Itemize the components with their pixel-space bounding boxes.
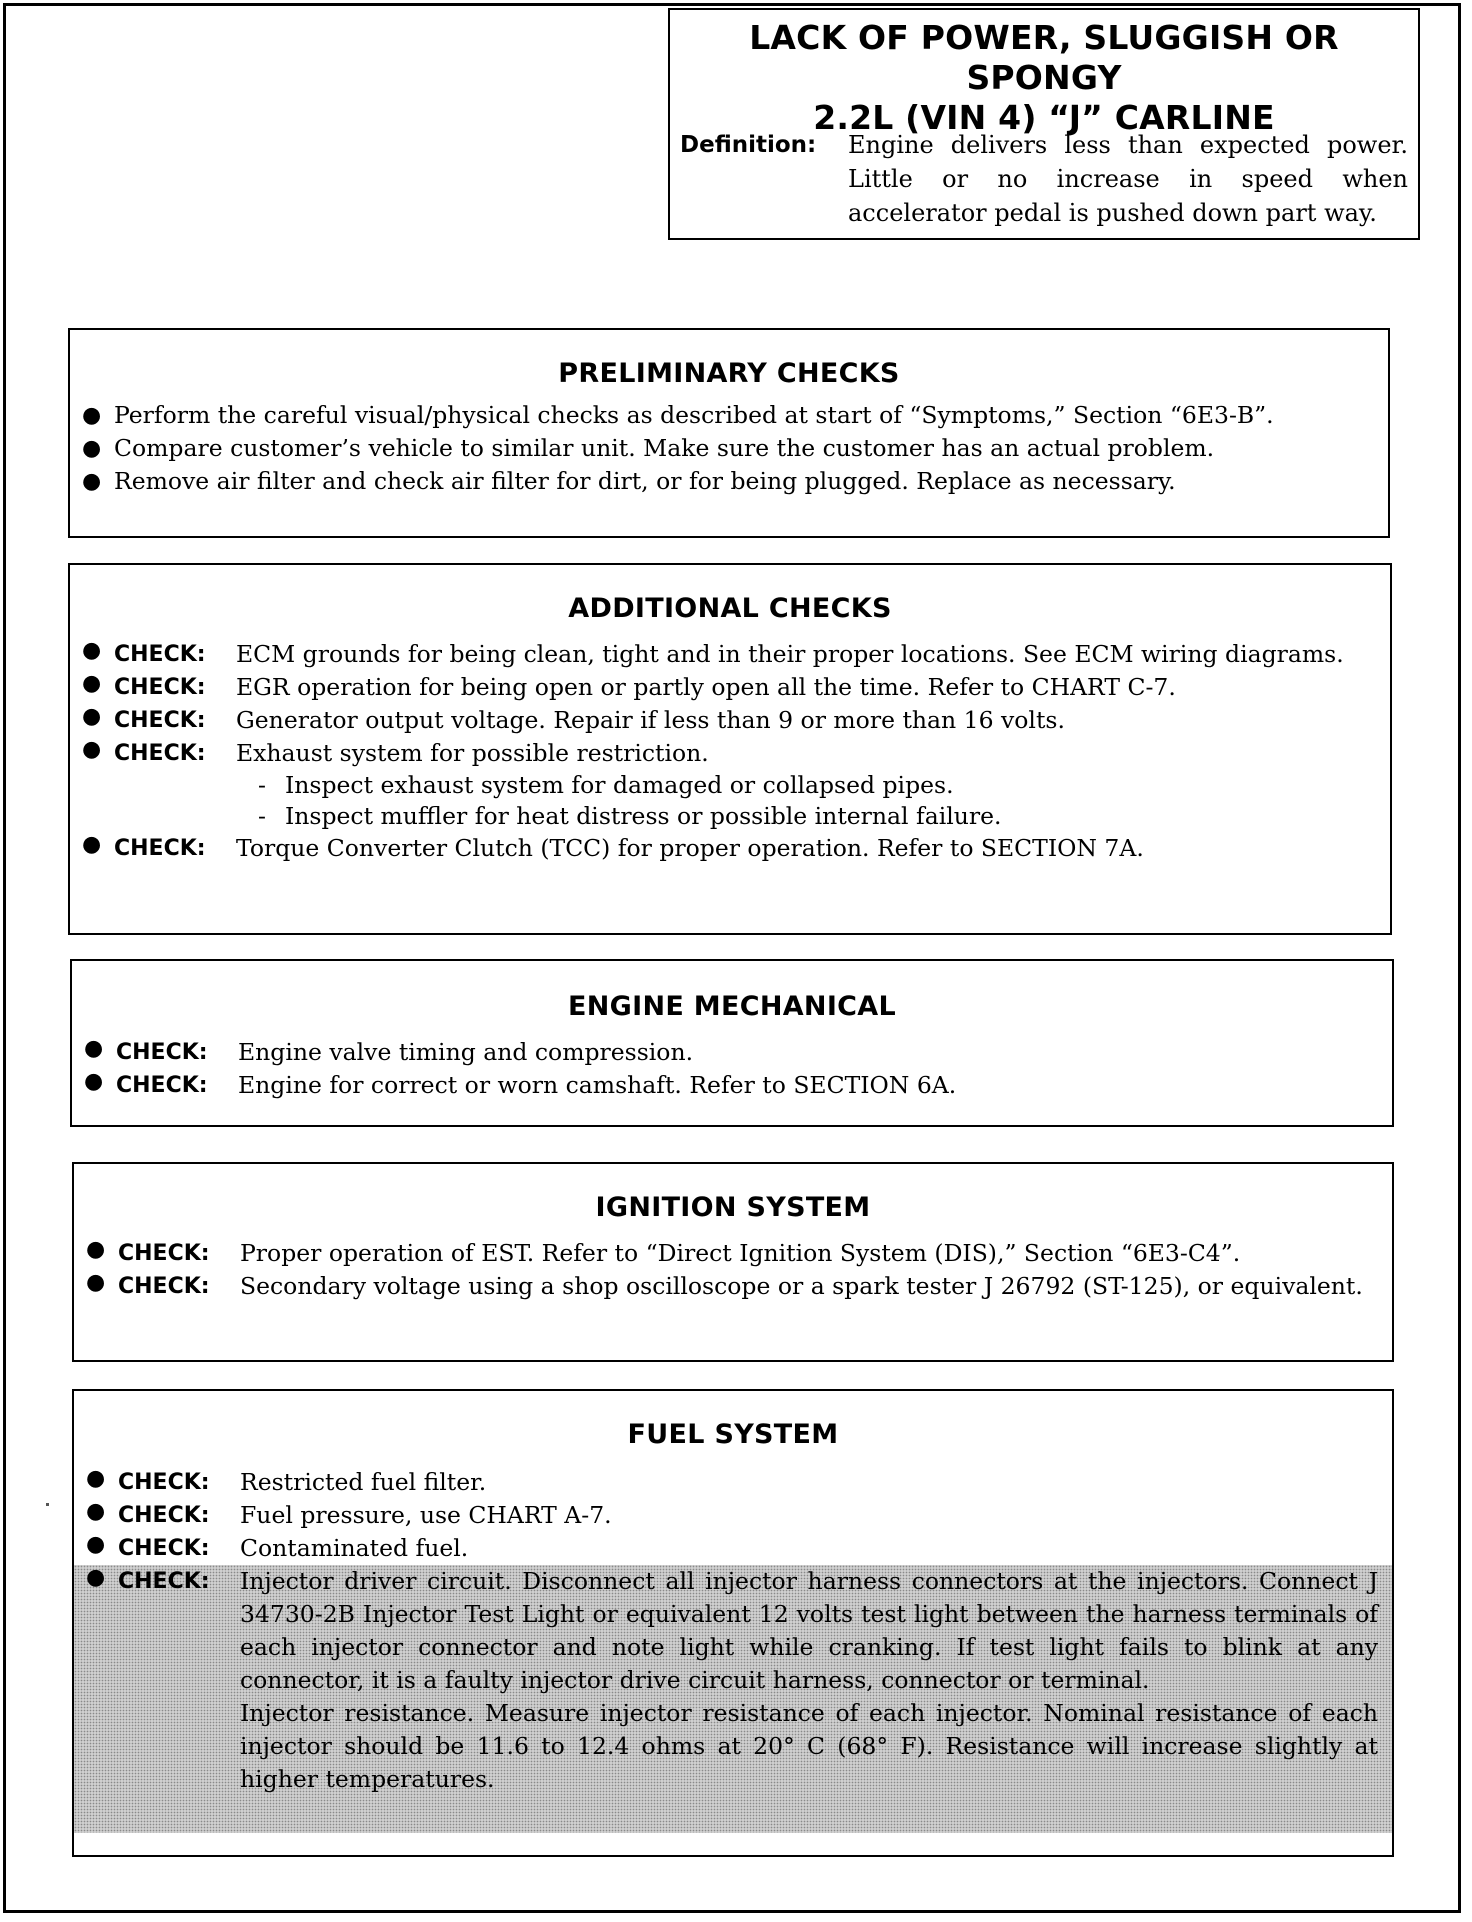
bullet-icon: ●: [84, 1036, 104, 1061]
section-heading: ENGINE MECHANICAL: [568, 991, 896, 1022]
title-box: [668, 8, 1420, 240]
check-text: Proper operation of EST. Refer to “Direct Ignition System (DIS),” Section “6E3-C4”.: [240, 1239, 1241, 1267]
check-item: [70, 671, 1376, 704]
list-item: ● Compare customer’s vehicle to similar unit. Make sure the customer has an actual problem.: [70, 432, 1388, 465]
check-item: [74, 1237, 1378, 1270]
list-item: ● Perform the careful visual/physical checks as described at start of “Symptoms,” Section “6E3-B”.: [70, 399, 1388, 432]
bullet-icon: ●: [82, 403, 102, 428]
bullet-icon: ●: [82, 832, 102, 857]
dash-icon: -: [258, 771, 266, 799]
bullet-icon: ●: [86, 1237, 106, 1262]
check-text: Engine for correct or worn camshaft. Refer to SECTION 6A.: [238, 1071, 957, 1099]
check-item: [72, 1036, 1378, 1069]
bullet-icon: ●: [82, 436, 102, 461]
check-label: CHECK:: [118, 1274, 210, 1299]
page-subtitle: 2.2L (VIN 4) “J” CARLINE: [813, 98, 1275, 137]
check-label: CHECK:: [116, 1040, 208, 1065]
check-text: EGR operation for being open or partly open all the time. Refer to CHART C-7.: [236, 673, 1176, 701]
check-text: Exhaust system for possible restriction.: [236, 739, 709, 767]
check-label: CHECK:: [118, 1536, 210, 1561]
check-label: CHECK:: [118, 1470, 210, 1495]
shaded-injector-block: [74, 1565, 1392, 1833]
list-item: ● Remove air filter and check air filter for dirt, or for being plugged. Replace as necessary.: [70, 465, 1388, 498]
section-heading: PRELIMINARY CHECKS: [558, 358, 900, 389]
check-text: Fuel pressure, use CHART A-7.: [240, 1501, 612, 1529]
bullet-icon: ●: [82, 638, 102, 663]
check-text: Injector driver circuit. Disconnect all injector harness connectors at the injectors. Connect J 34730-2B Injector Test Light or equivalent 12 volts test light between the harness terminals of each injector connector and note light while cranking. If test light fails to blink at any connector, it is a faulty injector drive circuit harness, connector or terminal.: [240, 1567, 1378, 1694]
section-heading: IGNITION SYSTEM: [595, 1192, 871, 1223]
check-label: CHECK:: [114, 708, 206, 733]
check-label: CHECK:: [118, 1503, 210, 1528]
check-label: CHECK:: [116, 1073, 208, 1098]
check-item: [74, 1270, 1378, 1303]
check-label: CHECK:: [114, 642, 206, 667]
check-label: CHECK:: [118, 1569, 210, 1594]
bullet-icon: ●: [82, 737, 102, 762]
preliminary-checks-section: [68, 328, 1390, 538]
ignition-system-section: [72, 1162, 1394, 1362]
bullet-icon: ●: [86, 1532, 106, 1557]
check-label: CHECK:: [114, 741, 206, 766]
dash-icon: -: [258, 802, 266, 830]
check-item: [74, 1697, 1378, 1796]
check-item: [74, 1532, 1392, 1565]
section-heading: ADDITIONAL CHECKS: [568, 593, 892, 624]
engine-mechanical-section: [70, 959, 1394, 1127]
check-item: [70, 737, 1376, 770]
bullet-icon: ●: [82, 671, 102, 696]
check-label: CHECK:: [118, 1241, 210, 1266]
check-item: [70, 638, 1376, 671]
check-text: Injector resistance. Measure injector resistance of each injector. Nominal resistance of each injector should be 11.6 to 12.4 ohms at 20° C (68° F). Resistance will increase slightly at higher temperatures.: [240, 1699, 1378, 1793]
check-text: ECM grounds for being clean, tight and in their proper locations. See ECM wiring diagrams.: [236, 640, 1344, 668]
definition-label: Definition:: [680, 132, 817, 158]
check-label: CHECK:: [114, 675, 206, 700]
check-item: [72, 1069, 1378, 1102]
check-text: Generator output voltage. Repair if less than 9 or more than 16 volts.: [236, 706, 1065, 734]
check-item: [74, 1466, 1392, 1499]
check-item: [74, 1565, 1378, 1697]
additional-checks-section: [68, 563, 1392, 935]
check-item: [70, 832, 1376, 865]
check-text: Contaminated fuel.: [240, 1534, 469, 1562]
bullet-icon: ●: [86, 1270, 106, 1295]
check-item: [74, 1499, 1392, 1532]
sub-item: - Inspect muffler for heat distress or possible internal failure.: [258, 802, 1002, 830]
check-text: Secondary voltage using a shop oscilloscope or a spark tester J 26792 (ST-125), or equivalent.: [240, 1272, 1363, 1300]
sub-item: - Inspect exhaust system for damaged or collapsed pipes.: [258, 771, 954, 799]
check-text: Torque Converter Clutch (TCC) for proper operation. Refer to SECTION 7A.: [236, 834, 1144, 862]
bullet-icon: ●: [84, 1069, 104, 1094]
bullet-icon: ●: [86, 1499, 106, 1524]
definition-text: Engine delivers less than expected power. Little or no increase in speed when accelerator pedal is pushed down part way.: [848, 131, 1408, 227]
bullet-icon: ●: [86, 1565, 106, 1590]
page-title: LACK OF POWER, SLUGGISH OR SPONGY: [749, 18, 1339, 97]
stray-mark: [46, 1503, 49, 1506]
check-item: [70, 704, 1376, 737]
bullet-icon: ●: [82, 469, 102, 494]
bullet-icon: ●: [82, 704, 102, 729]
check-text: Engine valve timing and compression.: [238, 1038, 694, 1066]
fuel-system-section: [72, 1389, 1394, 1857]
check-text: Restricted fuel filter.: [240, 1468, 487, 1496]
section-heading: FUEL SYSTEM: [627, 1419, 839, 1450]
check-label: CHECK:: [114, 836, 206, 861]
definition: [680, 128, 1408, 230]
bullet-icon: ●: [86, 1466, 106, 1491]
